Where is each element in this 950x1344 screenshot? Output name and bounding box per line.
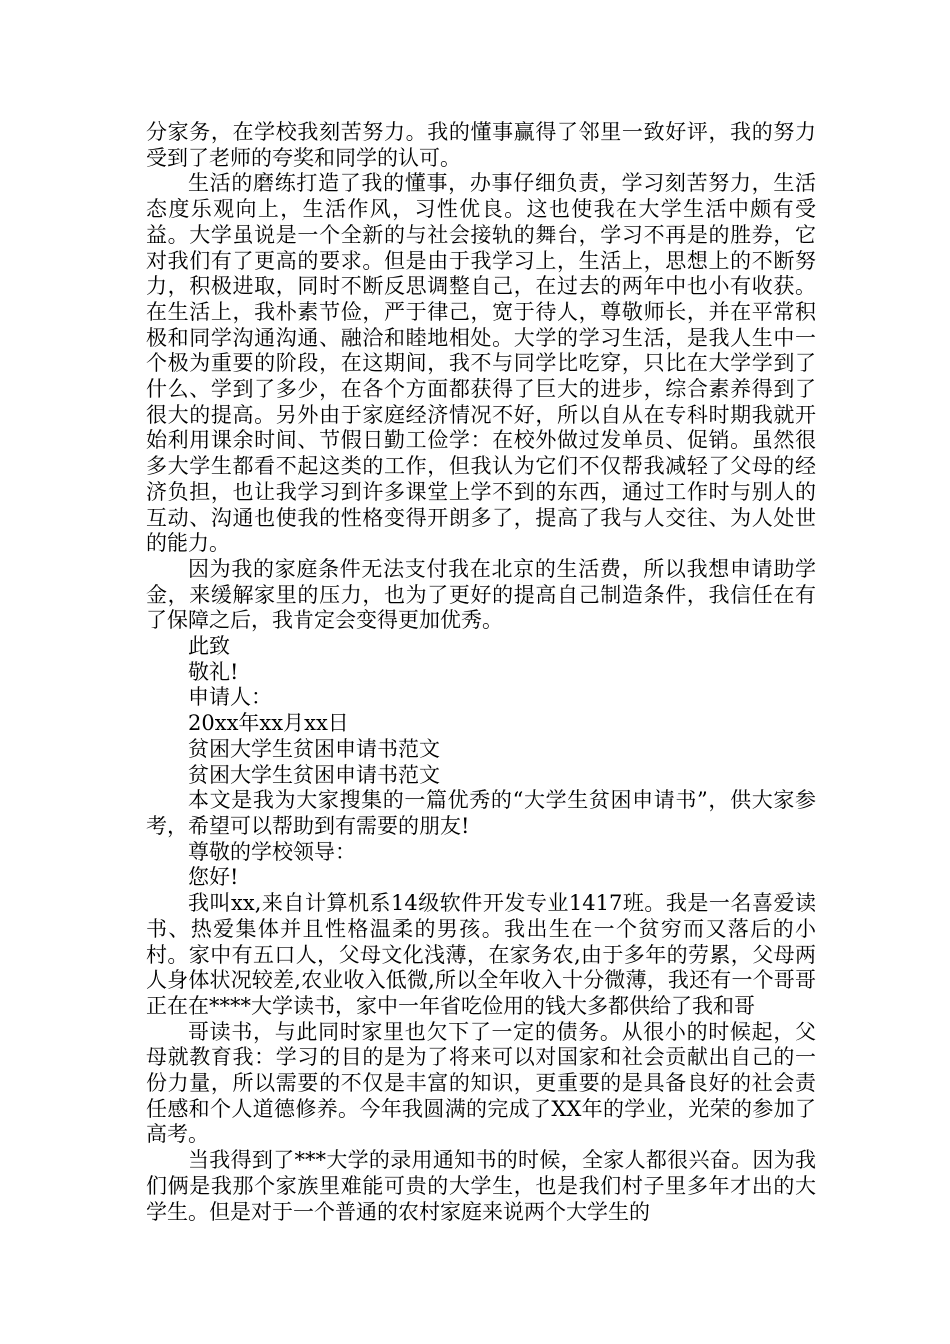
salutation-line: 敬礼! <box>188 659 239 684</box>
greeting-line: 您好! <box>188 865 239 890</box>
paragraph: 当我得到了***大学的录用通知书的时候，全家人都很兴奋。因为我们俩是我那个家族里难能可贵的大学生，也是我们村子里多年才出的大学生。但是对于一个普通的农村家庭来说两个大学生的 <box>146 1148 816 1224</box>
paragraph: 我叫xx,来自计算机系14级软件开发专业1417班。我是一名喜爱读书、热爱集体并且性格温柔的男孩。我出生在一个贫穷而又落后的小村。家中有五口人，父母文化浅薄，在家务农,由于多年的劳累，父母两人身体状况较差,农业收入低微,所以全年收入十分微薄，我还有一个哥哥正在在****大学读书，家中一年省吃俭用的钱大多都供给了我和哥 <box>146 891 816 1018</box>
paragraph: 生活的磨练打造了我的懂事，办事仔细负责，学习刻苦努力，生活态度乐观向上，生活作风，习性优良。这也使我在大学生活中颇有受益。大学虽说是一个全新的与社会接轨的舞台，学习不再是的胜券，它对我们有了更高的要求。但是由于我学习上，生活上，思想上的不断努力，积极进取，同时不断反思调整自己，在过去的两年中也小有收获。在生活上，我朴素节俭，严于律己，宽于待人，尊敬师长，并在平常积极和同学沟通沟通、融洽和睦地相处。大学的学习生活，是我人生中一个极为重要的阶段，在这期间，我不与同学比吃穿，只比在大学学到了什么、学到了多少，在各个方面都获得了巨大的进步，综合素养得到了很大的提高。另外由于家庭经济情况不好，所以自从在专科时期我就开始利用课余时间、节假日勤工俭学：在校外做过发单员、促销。虽然很多大学生都看不起这类的工作，但我认为它们不仅帮我减轻了父母的经济负担，也让我学习到许多课堂上学不到的东西，通过工作时与别人的互动、沟通也使我的性格变得开朗多了，提高了我与人交往、为人处世的能力。 <box>146 171 816 556</box>
paragraph: 哥读书，与此同时家里也欠下了一定的债务。从很小的时候起，父母就教育我：学习的目的是为了将来可以对国家和社会贡献出自己的一份力量，所以需要的不仅是丰富的知识，更重要的是具备良好的社会责任感和个人道德修养。今年我圆满的完成了XX年的学业，光荣的参加了高考。 <box>146 1019 816 1147</box>
closing-line: 此致 <box>188 634 230 659</box>
date-line: 20xx年xx月xx日 <box>188 711 349 736</box>
title-line: 贫困大学生贫困申请书范文 <box>188 762 440 787</box>
title-line: 贫困大学生贫困申请书范文 <box>188 736 440 761</box>
greeting-line: 尊敬的学校领导： <box>188 839 356 864</box>
applicant-line: 申请人： <box>188 685 272 710</box>
paragraph: 本文是我为大家搜集的一篇优秀的“大学生贫困申请书”，供大家参考，希望可以帮助到有需要的朋友! <box>146 788 816 838</box>
document-body <box>146 120 816 1225</box>
paragraph: 因为我的家庭条件无法支付我在北京的生活费，所以我想申请助学金，来缓解家里的压力，也为了更好的提高自己制造条件，我信任在有了保障之后，我肯定会变得更加优秀。 <box>146 556 816 633</box>
paragraph: 分家务，在学校我刻苦努力。我的懂事赢得了邻里一致好评，我的努力受到了老师的夸奖和同学的认可。 <box>146 120 816 170</box>
